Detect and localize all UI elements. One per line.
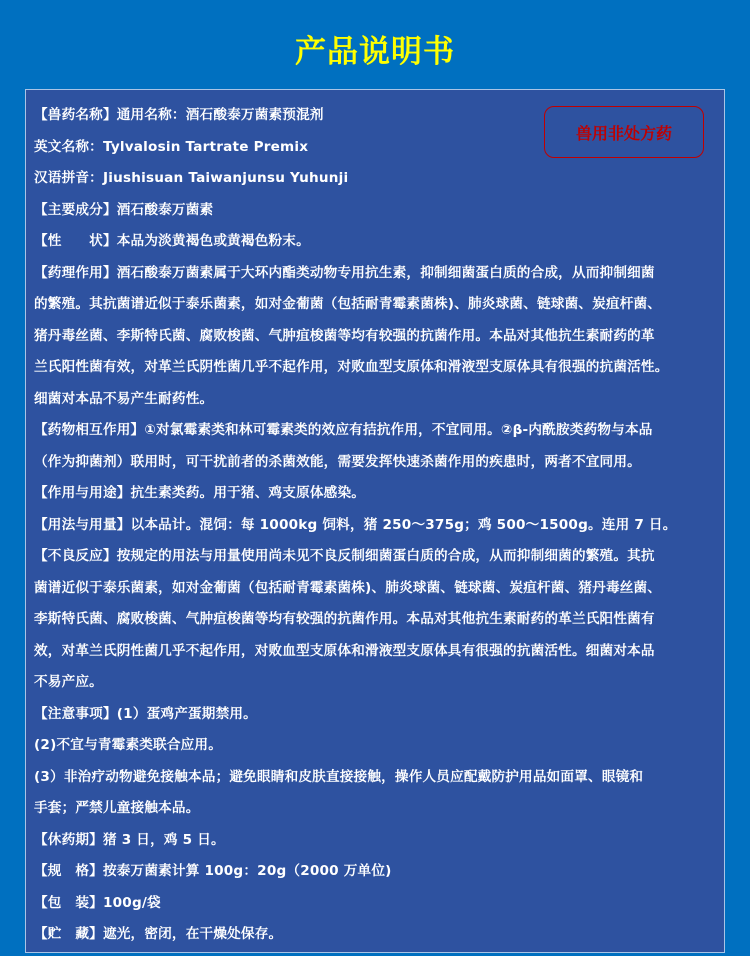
instruction-line: 【休药期】猪 3 日，鸡 5 日。 xyxy=(34,831,225,848)
instruction-line: （作为抑菌剂）联用时，可干扰前者的杀菌效能，需要发挥快速杀菌作用的疾患时，两者不宜同用。 xyxy=(34,453,641,470)
instruction-line: 【用法与用量】以本品计。混饲：每 1000kg 饲料，猪 250～375g；鸡 500～1500g。连用 7 日。 xyxy=(34,516,677,533)
instruction-line: 【不良反应】按规定的用法与用量使用尚未见不良反制细菌蛋白质的合成，从而抑制细菌的繁殖。其抗 xyxy=(34,548,655,564)
otc-veterinary-badge: 兽用非处方药 xyxy=(544,106,704,158)
instruction-line: 不易产应。 xyxy=(34,674,103,690)
instruction-line: 【注意事项】(1）蛋鸡产蛋期禁用。 xyxy=(34,705,257,722)
instruction-line: 猪丹毒丝菌、李斯特氏菌、腐败梭菌、气肿疽梭菌等均有较强的抗菌作用。本品对其他抗生素耐药的革 xyxy=(34,327,655,344)
instruction-line: 【作用与用途】抗生素类药。用于猪、鸡支原体感染。 xyxy=(34,485,366,501)
instruction-line: 【主要成分】酒石酸泰万菌素 xyxy=(34,201,214,218)
instruction-line: 兰氏阳性菌有效，对革兰氏阴性菌几乎不起作用，对败血型支原体和滑液型支原体具有很强的抗菌活性。 xyxy=(34,359,669,375)
instruction-line: 【贮 藏】遮光，密闭，在干燥处保存。 xyxy=(34,926,283,942)
instruction-line: 【规 格】按泰万菌素计算 100g：20g（2000 万单位) xyxy=(34,863,392,879)
instruction-line: 【包 装】100g/袋 xyxy=(34,894,161,911)
instruction-line: 【药理作用】酒石酸泰万菌素属于大环内酯类动物专用抗生素，抑制细菌蛋白质的合成，从而抑制细菌 xyxy=(34,264,655,281)
instruction-line: 的繁殖。其抗菌谱近似于泰乐菌素，如对金葡菌（包括耐青霉素菌株)、肺炎球菌、链球菌、炭疽杆菌、 xyxy=(34,296,662,312)
instruction-line: 汉语拼音：Jiushisuan Taiwanjunsu Yuhunji xyxy=(34,170,349,186)
page-title: 产品说明书 xyxy=(295,34,455,70)
instruction-line: 李斯特氏菌、腐败梭菌、气肿疽梭菌等均有较强的抗菌作用。本品对其他抗生素耐药的革兰氏阳性菌有 xyxy=(34,611,655,627)
instructions-panel xyxy=(25,89,725,953)
instruction-line: 【兽药名称】通用名称：酒石酸泰万菌素预混剂 xyxy=(34,107,324,123)
instruction-line: 菌谱近似于泰乐菌素，如对金葡菌（包括耐青霉素菌株)、肺炎球菌、链球菌、炭疽杆菌、猪丹毒丝菌、 xyxy=(34,579,662,596)
instruction-line: 英文名称：Tylvalosin Tartrate Premix xyxy=(34,138,309,155)
instruction-line: 手套；严禁儿童接触本品。 xyxy=(34,800,200,816)
instruction-line: 细菌对本品不易产生耐药性。 xyxy=(34,390,214,407)
instruction-line: 效，对革兰氏阴性菌几乎不起作用，对败血型支原体和滑液型支原体具有很强的抗菌活性。细菌对本品 xyxy=(34,642,655,659)
instruction-line: (3）非治疗动物避免接触本品；避免眼睛和皮肤直接接触，操作人员应配戴防护用品如面罩、眼镜和 xyxy=(34,768,644,785)
instructions-text xyxy=(34,100,724,951)
instruction-line: (2)不宜与青霉素类联合应用。 xyxy=(34,737,223,753)
instruction-line: 【药物相互作用】①对氯霉素类和林可霉素类的效应有拮抗作用，不宜同用。②β-内酰胺类药物与本品 xyxy=(34,422,653,438)
instruction-line: 【性 状】本品为淡黄褐色或黄褐色粉末。 xyxy=(34,233,310,249)
